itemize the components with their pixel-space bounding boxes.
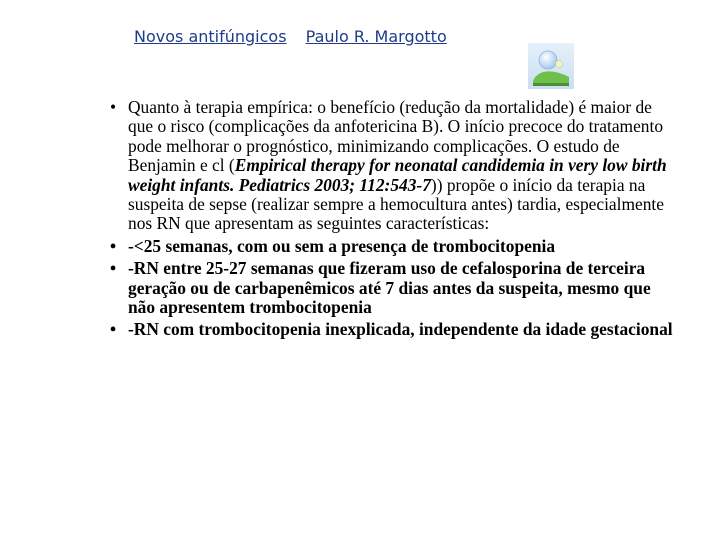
link-paulo-margotto[interactable]: Paulo R. Margotto (305, 27, 447, 46)
bullet-marker: • (110, 319, 117, 340)
item-text: -RN entre 25-27 semanas que fizeram uso de cefalosporina de terceira geração ou de carbapenêmicos até 7 dias antes da suspeita, mesmo que não apresentem trombocitopenia (128, 258, 651, 318)
bullet-marker: • (110, 258, 117, 279)
link-novos-antifungicos[interactable]: Novos antifúngicos (134, 27, 287, 46)
bullet-marker: • (110, 235, 117, 256)
list-item (110, 237, 678, 256)
bullet-list (110, 98, 678, 340)
slide-body (110, 98, 678, 343)
list-item (110, 320, 678, 339)
item-text: Quanto à terapia empírica: o benefício (redução da mortalidade) é maior de que o risco (complicações da anfotericina B). O início precoce do tratamento pode melhorar o prognóstico, minimizando complicações. O estudo de Benjamin e cl ( (128, 97, 664, 176)
item-text-continued: )) propõe o início da terapia na suspeita de sepse (realizar sempre a hemocultura antes) tardia, especialmente nos RN que apresentam as seguintes características: (128, 174, 664, 234)
item-text: -RN com trombocitopenia inexplicada, independente da idade gestacional (128, 319, 673, 340)
person-globe-icon[interactable] (528, 43, 574, 89)
list-item (110, 259, 678, 317)
item-text: -<25 semanas, com ou sem a presença de trombocitopenia (128, 235, 556, 256)
slide-header (134, 27, 461, 46)
citation-text: Empirical therapy for neonatal candidemia in very low birth weight infants. Pediatrics 2003; 112:543-7 (128, 155, 667, 195)
list-item (110, 98, 678, 234)
bullet-marker: • (110, 97, 117, 117)
